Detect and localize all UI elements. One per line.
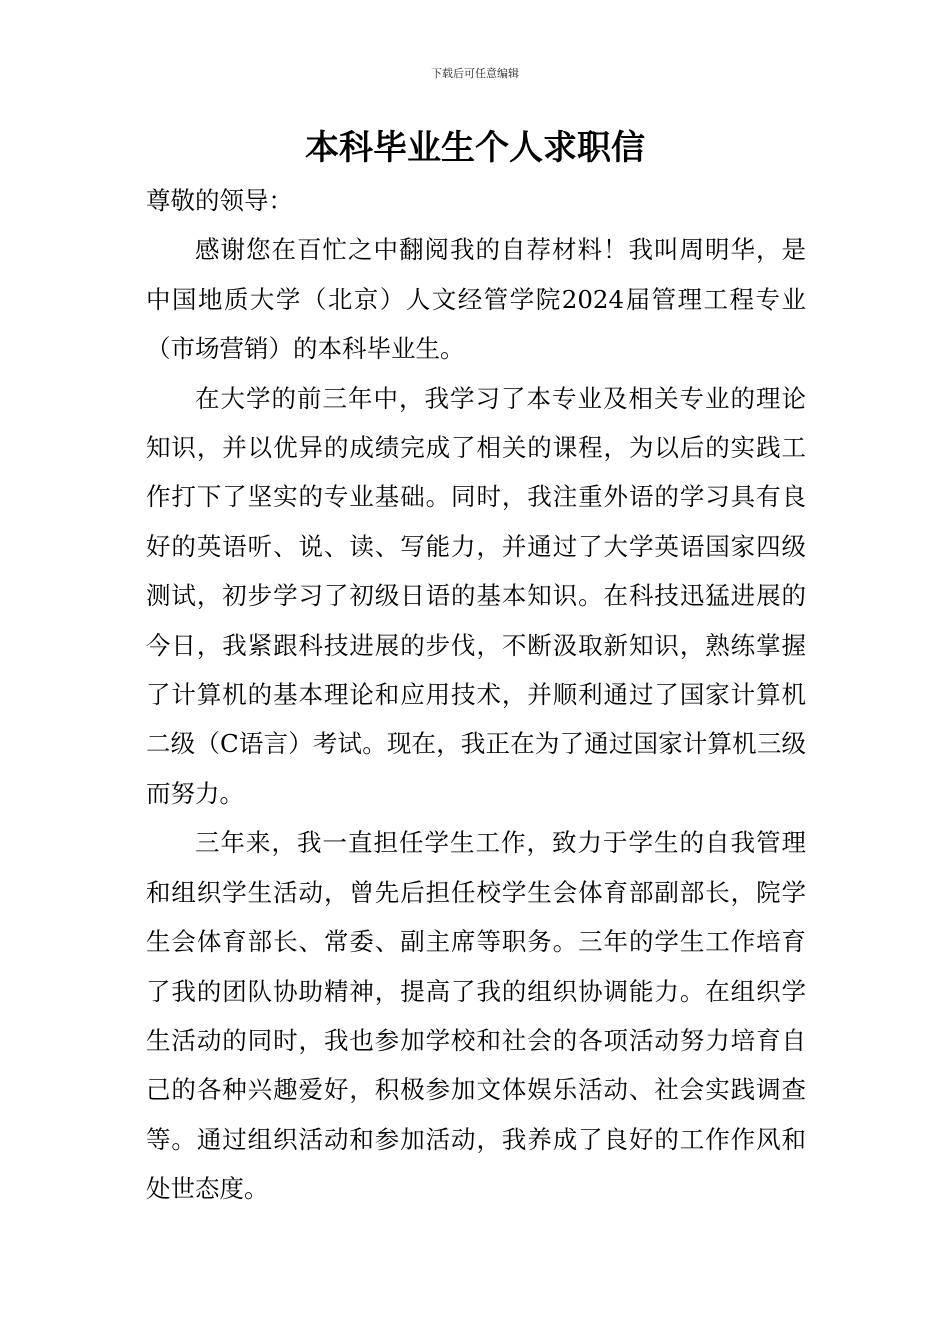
document-title: 本科毕业生个人求职信 <box>305 128 645 168</box>
salutation: 尊敬的领导： <box>146 186 293 215</box>
paragraph-studies: 在大学的前三年中，我学习了本专业及相关专业的理论知识，并以优异的成绩完成了相关的课程，为以后的实践工作打下了坚实的专业基础。同时，我注重外语的学习具有良好的英语听、说、读、写能力，并通过了大学英语国家四级测试，初步学习了初级日语的基本知识。在科技迅猛进展的今日，我紧跟科技进展的步伐，不断汲取新知识，熟练掌握了计算机的基本理论和应用技术，并顺利通过了国家计算机二级（C语言）考试。现在，我正在为了通过国家计算机三级而努力。 <box>146 383 806 808</box>
paragraph-introduction: 感谢您在百忙之中翻阅我的自荐材料！我叫周明华，是中国地质大学（北京）人文经管学院2024届管理工程专业（市场营销）的本科毕业生。 <box>146 235 806 364</box>
letter-body <box>146 176 806 1214</box>
header-note: 下载后可任意编辑 <box>431 67 519 80</box>
paragraph-student-work: 三年来，我一直担任学生工作，致力于学生的自我管理和组织学生活动，曾先后担任校学生会体育部副部长，院学生会体育部长、常委、副主席等职务。三年的学生工作培育了我的团队协助精神，提高了我的组织协调能力。在组织学生活动的同时，我也参加学校和社会的各项活动努力培育自己的各种兴趣爱好，积极参加文体娱乐活动、社会实践调查等。通过组织活动和参加活动，我养成了良好的工作作风和处世态度。 <box>146 828 806 1204</box>
